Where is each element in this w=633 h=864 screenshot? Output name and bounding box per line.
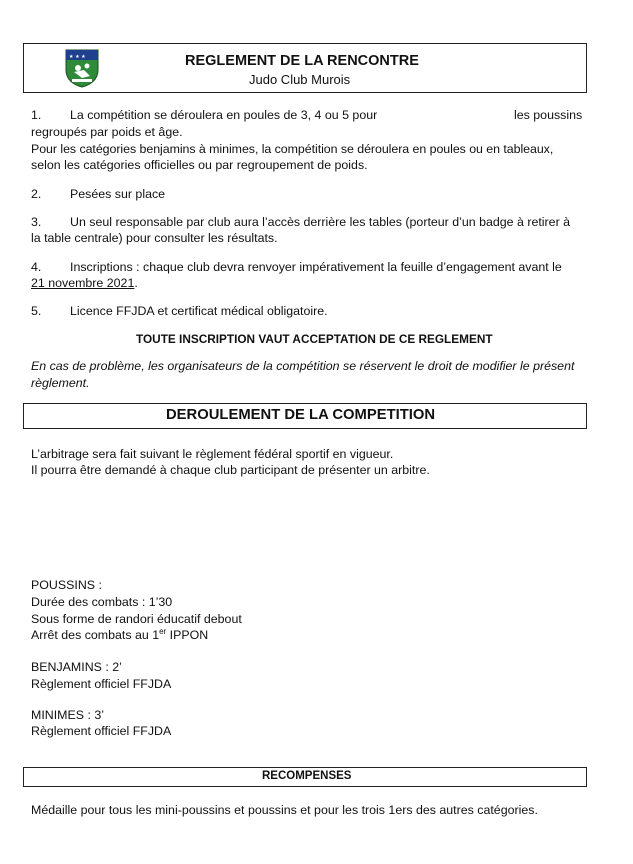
poussins-stop-ippon: IPPON: [166, 628, 209, 642]
rule-3-number: 3.: [31, 215, 42, 229]
deroulement-line-1: L’arbitrage sera fait suivant le règlement fédéral sportif en vigueur.: [31, 447, 394, 461]
acceptance-notice: TOUTE INSCRIPTION VAUT ACCEPTATION DE CE REGLEMENT: [136, 332, 493, 346]
rule-2-number: 2.: [31, 187, 42, 201]
rule-5-number: 5.: [31, 304, 42, 318]
poussins-duration: Durée des combats : 1’30: [31, 595, 173, 609]
club-name: Judo Club Murois: [249, 72, 351, 87]
poussins-title: POUSSINS :: [31, 578, 102, 592]
deroulement-title: DEROULEMENT DE LA COMPETITION: [166, 407, 436, 423]
judo-club-crest-icon: [64, 48, 100, 88]
rule-1-number: 1.: [31, 108, 42, 122]
disclaimer-line-1: En cas de problème, les organisateurs de la compétition se réservent le droit de modifier le présent: [31, 359, 575, 373]
rule-1-line-3: Pour les catégories benjamins à minimes, la compétition se déroulera en poules ou en tableaux,: [31, 142, 554, 156]
benjamins-rule: Règlement officiel FFJDA: [31, 677, 172, 691]
rule-4-period: .: [134, 276, 138, 290]
rule-1-line-2: regroupés par poids et âge.: [31, 125, 183, 139]
rule-4-line-2: [31, 276, 138, 291]
poussins-format: Sous forme de randori éducatif debout: [31, 612, 242, 626]
rule-1-text: La compétition se déroulera en poules de 3, 4 ou 5 pour: [70, 108, 378, 122]
deroulement-line-2: Il pourra être demandé à chaque club participant de présenter un arbitre.: [31, 463, 430, 477]
page-title: REGLEMENT DE LA RENCONTRE: [185, 53, 419, 69]
rule-1-line-4: selon les catégories officielles ou par regroupement de poids.: [31, 158, 368, 172]
rule-4-line-1: Inscriptions : chaque club devra renvoyer impérativement la feuille d’engagement avant le: [70, 260, 562, 274]
svg-text:★ ★ ★: ★ ★ ★: [69, 54, 86, 60]
rule-5-text: Licence FFJDA et certificat médical obligatoire.: [70, 304, 328, 318]
benjamins-title: BENJAMINS : 2’: [31, 660, 122, 674]
rule-1-text-end: les poussins: [514, 108, 583, 122]
rule-3-line-2: la table centrale) pour consulter les résultats.: [31, 231, 278, 245]
rule-2-text: Pesées sur place: [70, 187, 166, 201]
disclaimer-line-2: règlement.: [31, 376, 90, 390]
minimes-title: MINIMES : 3’: [31, 708, 104, 722]
rule-3-line-1: Un seul responsable par club aura l’accès derrière les tables (porteur d’un badge à retirer à: [70, 215, 571, 229]
recompenses-title: RECOMPENSES: [262, 770, 352, 782]
minimes-rule: Règlement officiel FFJDA: [31, 724, 172, 738]
poussins-stop-text: Arrêt des combats au 1: [31, 628, 160, 642]
recompenses-text: Médaille pour tous les mini-poussins et poussins et pour les trois 1ers des autres catégories.: [31, 803, 538, 817]
registration-deadline: 21 novembre 2021: [31, 276, 135, 290]
poussins-stop: [31, 628, 208, 643]
rule-4-number: 4.: [31, 260, 42, 274]
poussins-stop-superscript: er: [159, 626, 167, 636]
